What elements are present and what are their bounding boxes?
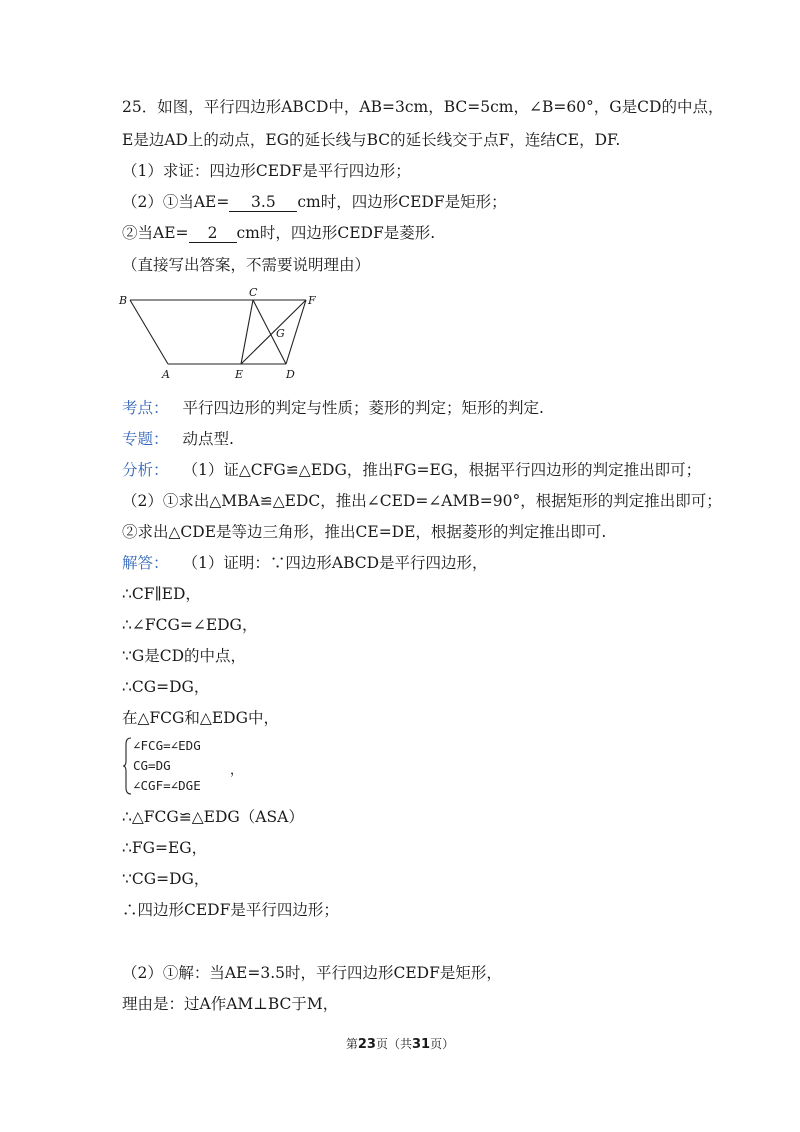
label-F: F	[308, 294, 316, 307]
fenxi-line-3: ②求出△CDE是等边三角形，推出CE=DE，根据菱形的判定推出即可.	[122, 523, 607, 541]
label-A: A	[162, 368, 170, 381]
kaodian-label: 考点：	[122, 399, 169, 417]
system-row-3: ∠CGF=∠DGE	[133, 778, 201, 793]
part2a-answer: 3.5	[229, 193, 297, 212]
zhuanti-text: 动点型.	[182, 430, 234, 448]
part2b-suffix: cm时，四边形CEDF是菱形.	[236, 224, 436, 242]
part2b-prefix: ②当AE=	[122, 224, 189, 242]
fenxi-line-1	[122, 459, 701, 481]
zhuanti-label: 专题：	[122, 430, 169, 448]
system-row-1: ∠FCG=∠EDG	[133, 738, 201, 753]
fenxi-line-2: （2）①求出△MBA≌△EDC，推出∠CED=∠AMB=90°，根据矩形的判定推出即可；	[122, 492, 722, 510]
equation-system	[122, 737, 252, 797]
zhuanti-line	[122, 428, 234, 450]
part2a-prefix: （2）①当AE=	[122, 193, 230, 211]
problem-part-1: （1）求证：四边形CEDF是平行四边形；	[122, 162, 411, 180]
solution-line-5: ∴CG=DG，	[122, 678, 210, 696]
footer-total-pages: 31	[412, 1037, 431, 1052]
footer-mid: 页（共	[375, 1037, 412, 1051]
system-comma: ，	[230, 763, 244, 778]
solution-line-7: ∴△FCG≌△EDG（ASA）	[122, 808, 304, 826]
left-brace-icon	[122, 737, 132, 795]
part2a-suffix: cm时，四边形CEDF是矩形；	[297, 193, 507, 211]
system-row-2: CG=DG	[133, 758, 171, 773]
jieda-line	[122, 552, 488, 574]
fenxi-text-1: （1）证△CFG≌△EDG，推出FG=EG，根据平行四边形的判定推出即可；	[182, 461, 702, 479]
label-E: E	[235, 368, 244, 381]
kaodian-line	[122, 397, 544, 419]
kaodian-text: 平行四边形的判定与性质；菱形的判定；矩形的判定.	[182, 399, 544, 417]
label-G: G	[276, 327, 285, 340]
footer-pre: 第	[345, 1037, 358, 1051]
jieda-label: 解答：	[122, 554, 169, 572]
solution-line-11: （2）①解：当AE=3.5时，平行四边形CEDF是矩形，	[122, 964, 502, 982]
solution-line-3: ∴∠FCG=∠EDG，	[122, 616, 258, 634]
solution-line-1: （1）证明：∵四边形ABCD是平行四边形，	[182, 554, 488, 572]
page-footer	[0, 1035, 800, 1052]
footer-post: 页）	[430, 1037, 455, 1051]
problem-line-1: 25．如图，平行四边形ABCD中，AB=3cm，BC=5cm，∠B=60°，G是CD的中点，	[122, 98, 724, 116]
segment-BA	[130, 300, 168, 364]
solution-line-4: ∵G是CD的中点，	[122, 647, 247, 665]
geometry-figure	[110, 282, 325, 382]
problem-line-2: E是边AD上的动点，EG的延长线与BC的延长线交于点F，连结CE，DF.	[122, 131, 621, 149]
solution-line-8: ∴FG=EG，	[122, 839, 208, 857]
problem-part-2a	[122, 191, 507, 213]
solution-line-2: ∴CF∥ED，	[122, 585, 201, 603]
label-B: B	[119, 294, 128, 307]
solution-line-6: 在△FCG和△EDG中，	[122, 709, 279, 727]
label-D: D	[286, 368, 295, 381]
label-C: C	[249, 286, 258, 299]
footer-page-number: 23	[357, 1037, 376, 1052]
problem-note: （直接写出答案，不需要说明理由）	[122, 256, 371, 274]
solution-line-10: ∴四边形CEDF是平行四边形；	[122, 901, 339, 919]
problem-part-2b	[122, 222, 435, 244]
solution-line-9: ∵CG=DG，	[122, 870, 210, 888]
part2b-answer: 2	[189, 224, 237, 243]
fenxi-label: 分析：	[122, 461, 169, 479]
solution-line-12: 理由是：过A作AM⊥BC于M，	[122, 995, 339, 1013]
